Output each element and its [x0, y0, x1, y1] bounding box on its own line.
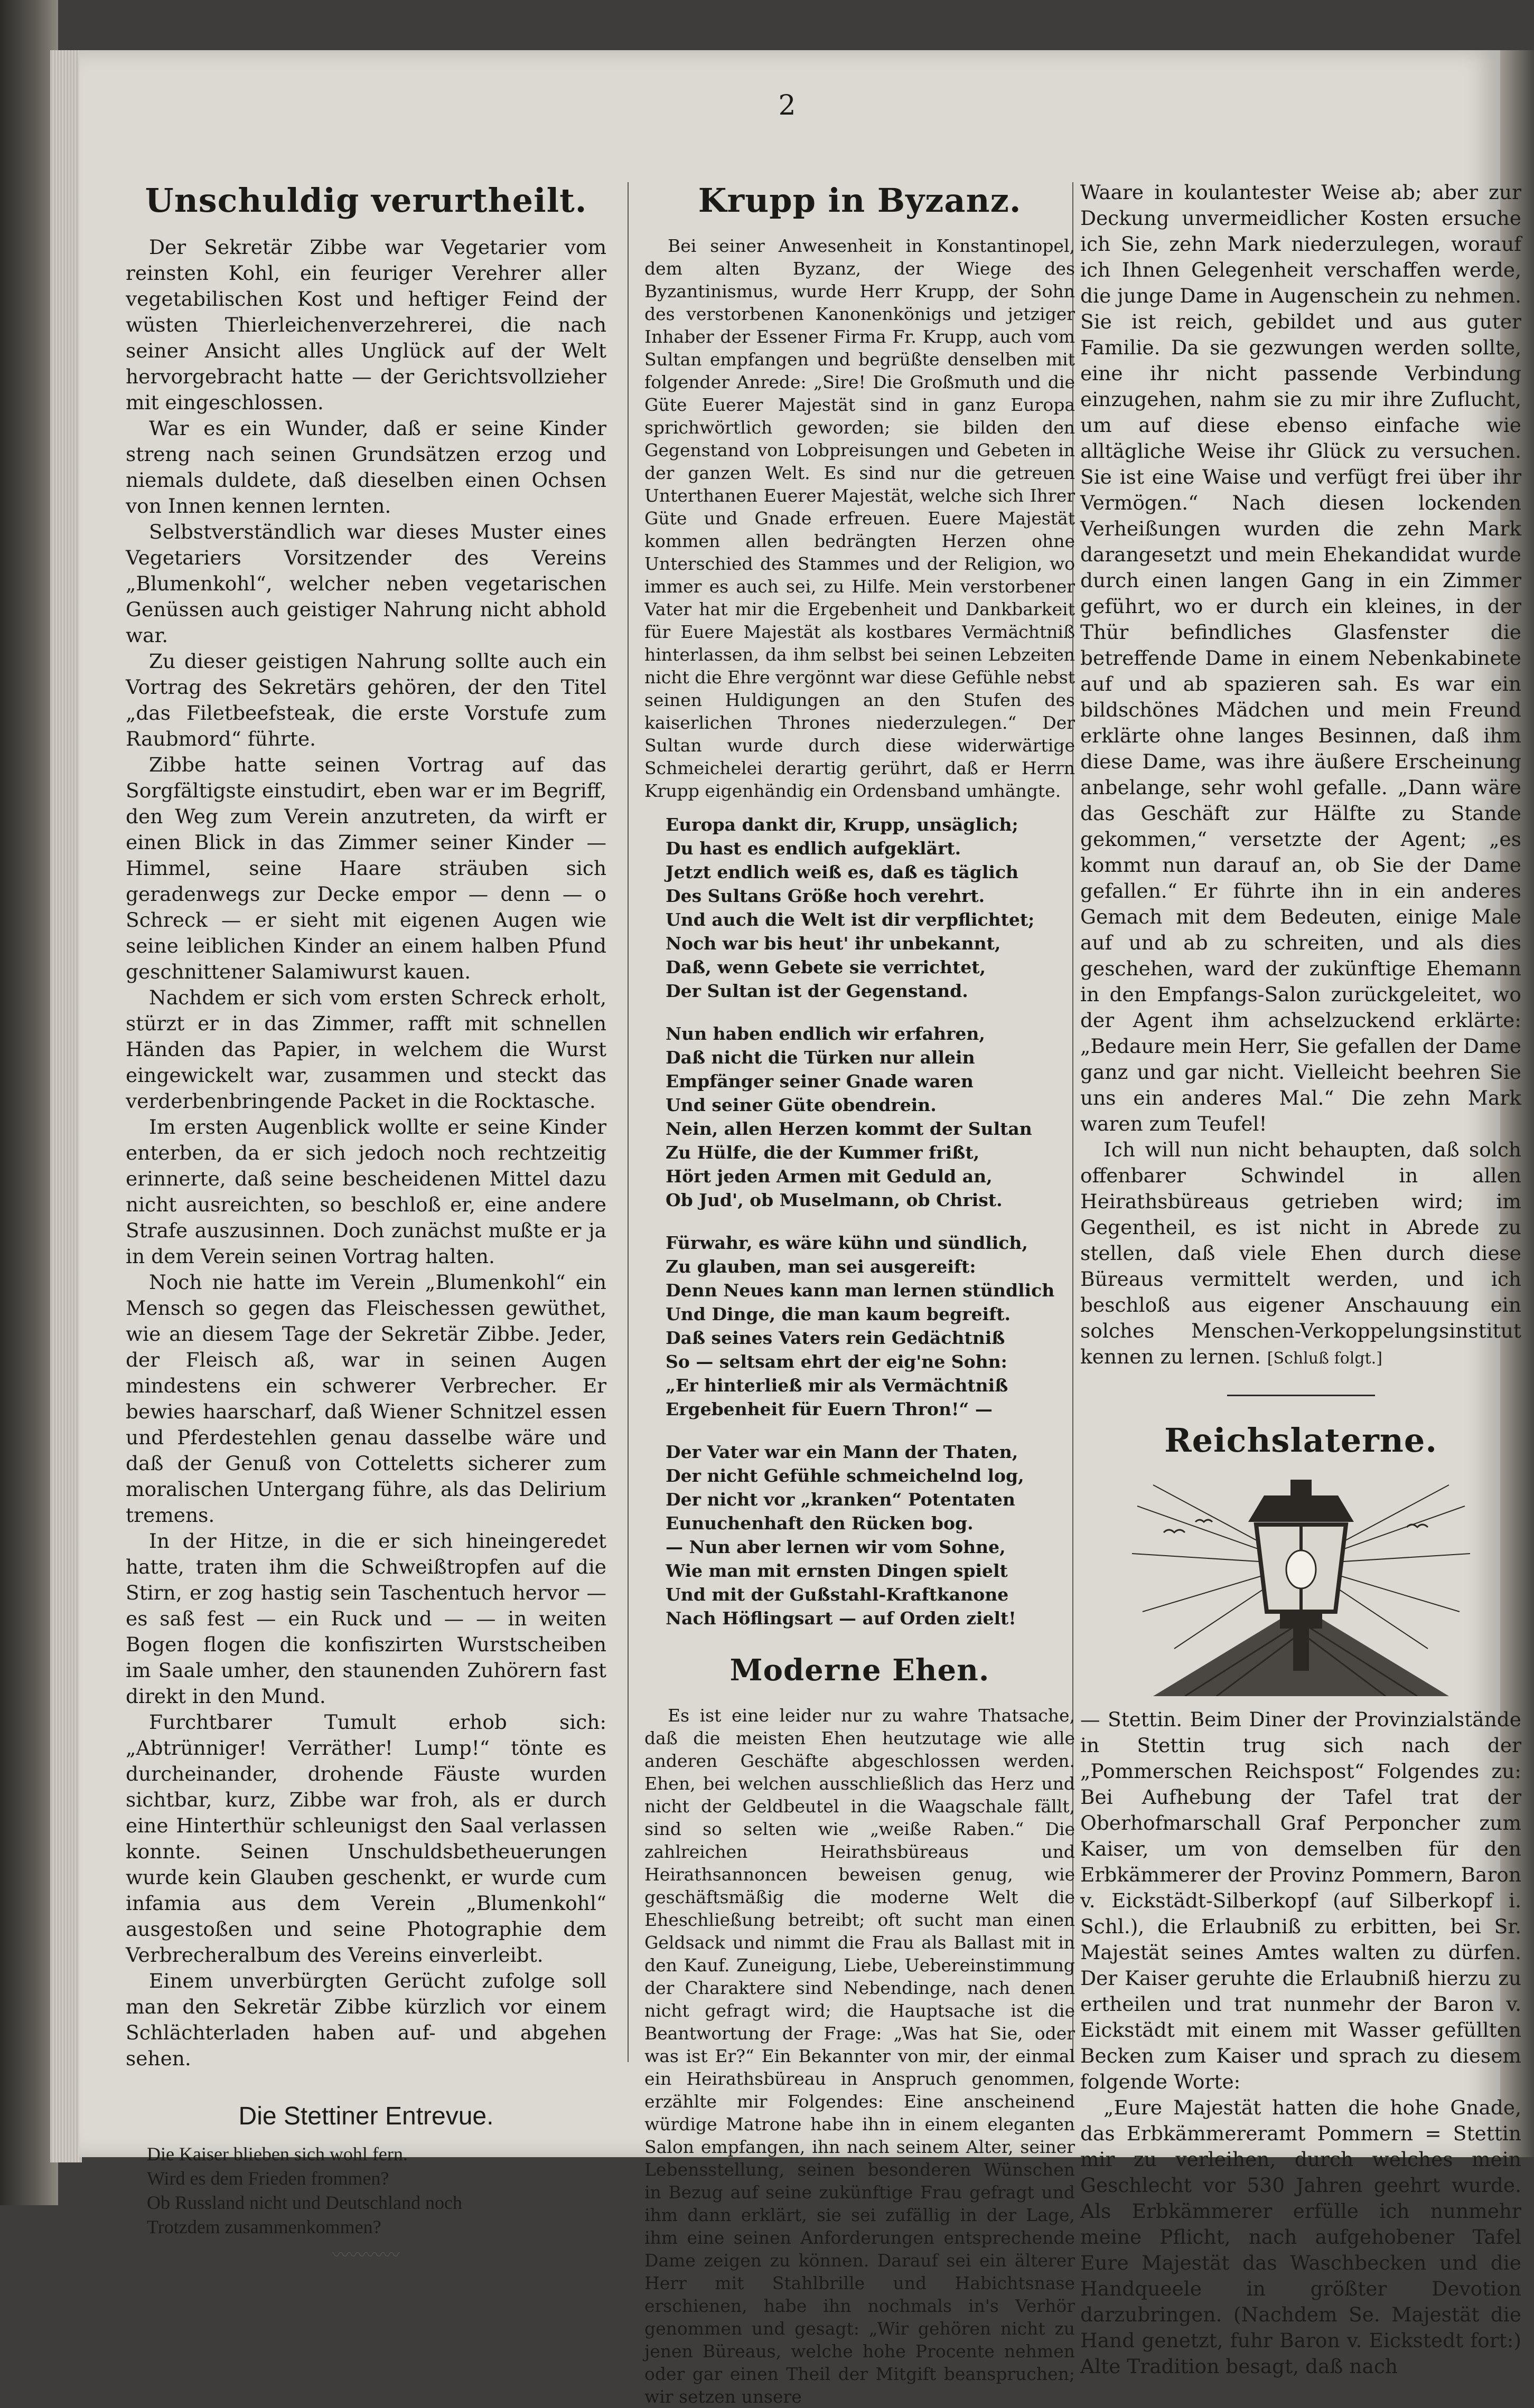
- paragraph: Nachdem er sich vom ersten Schreck erholt, stürzt er in das Zimmer, rafft mit schnellen Händen das Papier, in welchem die Wurst eingewickelt war, zusammen und steckt das verderbenbringende Packet in die Rocktasche.: [126, 986, 606, 1113]
- poem-line: Der nicht vor „kranken“ Potentaten: [666, 1489, 1015, 1510]
- poem-line: Der nicht Gefühle schmeichelnd log,: [666, 1465, 1024, 1486]
- paragraph: Bei seiner Anwesenheit in Konstantinopel, dem alten Byzanz, der Wiege des Byzantinismus, wurde Herr Krupp, der Sohn des verstorbenen Kanonenkönigs und jetziger Inhaber der Essener Firma Fr. Krupp, auch vom Sultan empfangen und begrüßte denselben mit folgender Anrede: „Sire! Die Großmuth und die Güte Euerer Majestät sind in ganz Europa sprichwörtlich geworden; sie bilden den Gegenstand von Lobpreisungen und Gebeten in der ganzen Welt. Es sind nur die getreuen Unterthanen Euerer Majestät, welche sich Ihrer Güte und Gnade erfreuen. Euere Majestät kommen allen bedrängten Herzen ohne Unterschied des Stammes und der Religion, wo immer es auch sei, zu Hilfe. Mein verstorbener Vater hat mir die Ergebenheit und Dankbarkeit für Euere Majestät als kostbares Vermächtniß hinterlassen, da ihm selbst bei seinen Lebzeiten nicht die Ehre vergönnt war diese Gefühle nebst seinen Huldigungen an den Stufen des kaiserlichen Thrones niederzulegen.“ Der Sultan wurde durch diese widerwärtige Schmeichelei derartig gerührt, daß er Herrn Krupp eigenhändig ein Ordensband umhängte.: [644, 236, 1075, 801]
- poem-line: Wie man mit ernsten Dingen spielt: [666, 1560, 1008, 1581]
- paragraph: [1080, 1137, 1521, 1371]
- poem-line: Und auch die Welt ist dir verpflichtet;: [666, 909, 1035, 930]
- poem-line: Die Kaiser blieben sich wohl fern.: [147, 2143, 408, 2165]
- paragraph: Zibbe hatte seinen Vortrag auf das Sorgfältigste einstudirt, eben war er im Begriff, den Weg zum Verein anzutreten, da wirft er einen Blick in das Zimmer seiner Kinder — Himmel, seine Haare sträuben sich geradenwegs zur Decke empor — denn — o Schreck — er sieht mit eigenen Augen wie seine leiblichen Kinder an einem halben Pfund geschnittener Salamiwurst kauen.: [126, 753, 606, 983]
- column-1: [126, 180, 606, 2268]
- poem-line: Denn Neues kann man lernen stündlich: [666, 1280, 1055, 1301]
- poem-line: Europa dankt dir, Krupp, unsäglich;: [666, 814, 1018, 835]
- poem-line: Daß nicht die Türken nur allein: [666, 1047, 975, 1068]
- paragraph: Waare in koulantester Weise ab; aber zur Deckung unvermeidlicher Kosten ersuche ich Sie, zehn Mark niederzulegen, worauf ich Ihnen Gelegenheit verschaffen werde, die junge Dame in Augenschein zu nehmen. Sie ist reich, gebildet und aus guter Familie. Da sie gezwungen werden sollte, eine ihr nicht passende Verbindung einzugehen, nahm sie zu mir ihre Zuflucht, um auf diese ebenso einfache wie alltägliche Weise ihr Glück zu versuchen. Sie ist eine Waise und verfügt frei über ihr Vermögen.“ Nach diesen lockenden Verheißungen wurden die zehn Mark darangesetzt und mein Ehekandidat wurde durch einen langen Gang in ein Zimmer geführt, wo er durch ein kleines, in der Thür befindliches Glasfenster die betreffende Dame in einem Nebenkabinete auf und ab spazieren sah. Es war ein bildschönes Mädchen und mein Freund erklärte ohne langes Besinnen, daß ihm diese Dame, was ihre äußere Erscheinung anbelange, sehr wohl gefalle. „Dann wäre das Geschäft zur Hälfte zu Stande gekommen,“ versetzte der Agent; „es kommt nun darauf an, ob Sie der Dame gefallen.“ Er führte ihn in ein anderes Gemach mit dem Bedeuten, einige Male auf und ab zu schreiten, und als dies geschehen, ward der zukünftige Ehemann in den Empfangs-Salon zurückgeleitet, wo der Agent ihm achselzuckend erklärte: „Bedaure mein Herr, Sie gefallen der Dame ganz und gar nicht. Vielleicht beehren Sie uns ein anderes Mal.“ Die zehn Mark waren zum Teufel!: [1080, 181, 1521, 1135]
- krupp-poem: [666, 813, 1075, 1630]
- poem-line: Der Sultan ist der Gegenstand.: [666, 981, 968, 1001]
- poem-line: Nun haben endlich wir erfahren,: [666, 1023, 985, 1044]
- paragraph: Einem unverbürgten Gerücht zufolge soll man den Sekretär Zibbe kürzlich vor einem Schlächterladen haben auf- und abgehen sehen.: [126, 1969, 606, 2070]
- column-3: [1080, 180, 1521, 2379]
- poem-line: Hört jeden Armen mit Geduld an,: [666, 1166, 993, 1187]
- paragraph: „Eure Majestät hatten die hohe Gnade, das Erbkämmereramt Pommern = Stettin mir zu verleihen, durch welches mein Geschlecht vor 530 Jahren geehrt wurde. Als Erbkämmerer erfülle ich nunmehr meine Pflicht, nach aufgehobener Tafel Eure Majestät das Waschbecken und die Handqueele in größter Devotion darzubringen. (Nachdem Se. Majestät die Hand genetzt, fuhr Baron v. Eickstedt fort:) Alte Tradition besagt, daß nach: [1080, 2096, 1521, 2378]
- poem-line: Und Dinge, die man kaum begreift.: [666, 1304, 1011, 1324]
- book-binding: [0, 0, 58, 2205]
- paragraph: Es ist eine leider nur zu wahre Thatsache, daß die meisten Ehen heutzutage wie alle anderen Geschäfte abgeschlossen werden. Ehen, bei welchen ausschließlich das Herz und nicht der Geldbeutel in die Waagschale fällt, sind so selten wie „weiße Raben.“ Die zahlreichen Heirathsbüreaus und Heirathsannoncen beweisen genug, wie geschäftsmäßig die moderne Welt die Eheschließung betreibt; oft sucht man einen Geldsack und nimmt die Frau als Ballast mit in den Kauf. Zuneigung, Liebe, Uebereinstimmung der Charaktere sind Nebendinge, nach denen nicht gefragt wird; die Hauptsache ist die Beantwortung der Frage: „Was hat Sie, oder was ist Er?“ Ein Bekannter von mir, der einmal ein Heirathsbüreau in Anspruch genommen, erzählte mir Folgendes: Eine anscheinend würdige Matrone habe ihn in einem eleganten Salon empfangen, ihn nach seinem Alter, seiner Lebensstellung, seinen besonderen Wünschen in Bezug auf seine zukünftige Frau gefragt und ihm dann erklärt, sie sei zufällig in der Lage, ihm eine seinen Anforderungen entsprechende Dame zeigen zu können. Darauf sei ein älterer Herr mit Stahlbrille und Habichtsnase erschienen, habe ihn nochmals in's Verhör genommen und gesagt: „Wir gehören nicht zu jenen Büreaus, welche hohe Procente nehmen oder gar einen Theil der Mitgift beanspruchen; wir setzen unsere: [644, 1705, 1075, 2407]
- poem-line: Trotzdem zusammenkommen?: [147, 2216, 381, 2237]
- column-rule-1: [628, 182, 629, 2062]
- poem-line: Fürwahr, es wäre kühn und sündlich,: [666, 1233, 1028, 1253]
- section-divider: [1227, 1395, 1375, 1396]
- poem-line: Zu Hülfe, die der Kummer frißt,: [666, 1142, 980, 1163]
- paragraph-text: Ich will nun nicht behaupten, daß solch offenbarer Schwindel in allen Heirathsbüreaus getrieben wird; im Gegentheil, es ist nicht in Abrede zu stellen, daß viele Ehen durch diese Büreaus vermittelt werden, und ich beschloß aus eigener Anschauung ein solches Menschen-Verkoppelungsinstitut kennen zu lernen.: [1080, 1138, 1521, 1368]
- continuation-note: [Schluß folgt.]: [1267, 1349, 1382, 1368]
- ornament-squiggle: 〰〰〰〰: [332, 2245, 400, 2265]
- page-stack-edge: [50, 50, 82, 2162]
- poem-line: Empfänger seiner Gnade waren: [666, 1071, 974, 1092]
- poem-line: „Er hinterließ mir als Vermächtniß: [666, 1375, 1008, 1396]
- poem-line: Jetzt endlich weiß es, daß es täglich: [666, 862, 1019, 882]
- poem-line: Daß, wenn Gebete sie verrichtet,: [666, 957, 986, 977]
- paragraph: In der Hitze, in die er sich hineingeredet hatte, traten ihm die Schweißtropfen auf die Stirn, er zog hastig sein Taschentuch hervor — es saß fest — ein Ruck und — — in weiten Bogen flogen die konfiszirten Wurstscheiben im Saale umher, den staunenden Zuhörern fast direkt in den Mund.: [126, 1529, 606, 1708]
- article-title-unschuldig: Unschuldig verurtheilt.: [145, 181, 587, 220]
- lantern-illustration: [1132, 1474, 1470, 1696]
- poem-line: Ergebenheit für Euern Thron!“ —: [666, 1399, 993, 1419]
- poem-line: Des Sultans Größe hoch verehrt.: [666, 886, 985, 906]
- article-title-krupp: Krupp in Byzanz.: [698, 181, 1022, 220]
- poem-line: Ob Russland nicht und Deutschland noch: [147, 2192, 462, 2213]
- paragraph: — Stettin. Beim Diner der Provinzialstände in Stettin trug sich nach der „Pommerschen Reichspost“ Folgendes zu: Bei Aufhebung der Tafel trat der Oberhofmarschall Graf Perponcher zum Kaiser, um von demselben für den Erbkämmerer der Provinz Pommern, Baron v. Eickstädt-Silberkopf (auf Silberkopf i. Schl.), die Erlaubniß zu erbitten, bei Sr. Majestät seines Amtes walten zu dürfen. Der Kaiser geruhte die Erlaubniß hierzu zu ertheilen und trat nunmehr der Baron v. Eickstädt mit einem mit Wasser gefüllten Becken zum Kaiser und sprach zu diesem folgende Worte:: [1080, 1708, 1521, 2093]
- paragraph: Zu dieser geistigen Nahrung sollte auch ein Vortrag des Sekretärs gehören, der den Titel „das Filetbeefsteak, die erste Vorstufe zum Raubmord“ führte.: [126, 650, 606, 750]
- stanza: [666, 813, 1075, 1003]
- stanza: [666, 1440, 1075, 1630]
- poem-line: — Nun aber lernen wir vom Sohne,: [666, 1537, 1006, 1557]
- poem-line: Der Vater war ein Mann der Thaten,: [666, 1442, 1018, 1462]
- poem-line: Noch war bis heut' ihr unbekannt,: [666, 933, 1001, 954]
- poem-line: Du hast es endlich aufgeklärt.: [666, 838, 961, 859]
- poem-line: Nach Höflingsart — auf Orden zielt!: [666, 1608, 1016, 1629]
- paragraph: War es ein Wunder, daß er seine Kinder streng nach seinen Grundsätzen erzog und niemals duldete, daß dieselben einen Ochsen von Innen kennen lernten.: [126, 417, 606, 518]
- column-2: [644, 180, 1075, 2408]
- poem-line: So — seltsam ehrt der eig'ne Sohn:: [666, 1351, 1007, 1372]
- page-number: 2: [778, 90, 796, 121]
- entrevue-poem: [147, 2142, 606, 2239]
- poem-line: Und seiner Güte obendrein.: [666, 1095, 937, 1115]
- section-title-reichslaterne: Reichslaterne.: [1164, 1421, 1437, 1460]
- article-title-moderne-ehen: Moderne Ehen.: [729, 1653, 990, 1688]
- paragraph: Selbstverständlich war dieses Muster eines Vegetariers Vorsitzender des Vereins „Blumenkohl“, welcher neben vegetarischen Genüssen auch geistiger Nahrung nicht abhold war.: [126, 520, 606, 647]
- poem-line: Zu glauben, man sei ausgereift:: [666, 1256, 976, 1277]
- paragraph: Der Sekretär Zibbe war Vegetarier vom reinsten Kohl, ein feuriger Verehrer aller vegetabilischen Kost und heftiger Feind der wüsten Thierleichenverzehrerei, die nach seiner Ansicht alles Unglück auf der Welt hervorgebracht hatte — der Gerichtsvollzieher mit eingeschlossen.: [126, 236, 606, 414]
- poem-line: Eunuchenhaft den Rücken bog.: [666, 1513, 974, 1534]
- paragraph: Furchtbarer Tumult erhob sich: „Abtrünniger! Verräther! Lump!“ tönte es durcheinander, drohende Fäuste wurden sichtbar, kurz, Zibbe war froh, als er durch eine Hinterthür schleunigst den Saal verlassen konnte. Seinen Unschuldsbetheuerungen wurde kein Glauben geschenkt, er wurde cum infamia aus dem Verein „Blumenkohl“ ausgestoßen und seine Photographie dem Verbrecheralbum des Vereins einverleibt.: [126, 1710, 606, 1967]
- stanza: [666, 1231, 1075, 1421]
- poem-line: Daß seines Vaters rein Gedächtniß: [666, 1328, 1005, 1348]
- poem-line: Ob Jud', ob Muselmann, ob Christ.: [666, 1190, 1003, 1210]
- paragraph: Im ersten Augenblick wollte er seine Kinder enterben, da er sich jedoch noch rechtzeitig erinnerte, daß seine bescheidenen Mittel dazu nicht ausreichten, so beschloß er, eine andere Strafe auszusinnen. Doch zunächst mußte er ja in dem Verein seinen Vortrag halten.: [126, 1115, 606, 1268]
- poem-line: Und mit der Gußstahl-Kraftkanone: [666, 1584, 1009, 1605]
- stanza: [666, 1022, 1075, 1212]
- paragraph: Noch nie hatte im Verein „Blumenkohl“ ein Mensch so gegen das Fleischessen gewüthet, wie an diesem Tage der Sekretär Zibbe. Jeder, der Fleisch aß, war in seinen Augen mindestens ein schwerer Verbrecher. Er bewies haarscharf, daß Wiener Schnitzel essen und Pferdestehlen genau dasselbe wäre und daß der Genuß von Cotteletts sicherer zum moralischen Untergang führe, als das Delirium tremens.: [126, 1271, 606, 1527]
- poem-line: Wird es dem Frieden frommen?: [147, 2168, 389, 2189]
- article-title-entrevue: Die Stettiner Entrevue.: [238, 2102, 494, 2130]
- poem-line: Nein, allen Herzen kommt der Sultan: [666, 1118, 1032, 1139]
